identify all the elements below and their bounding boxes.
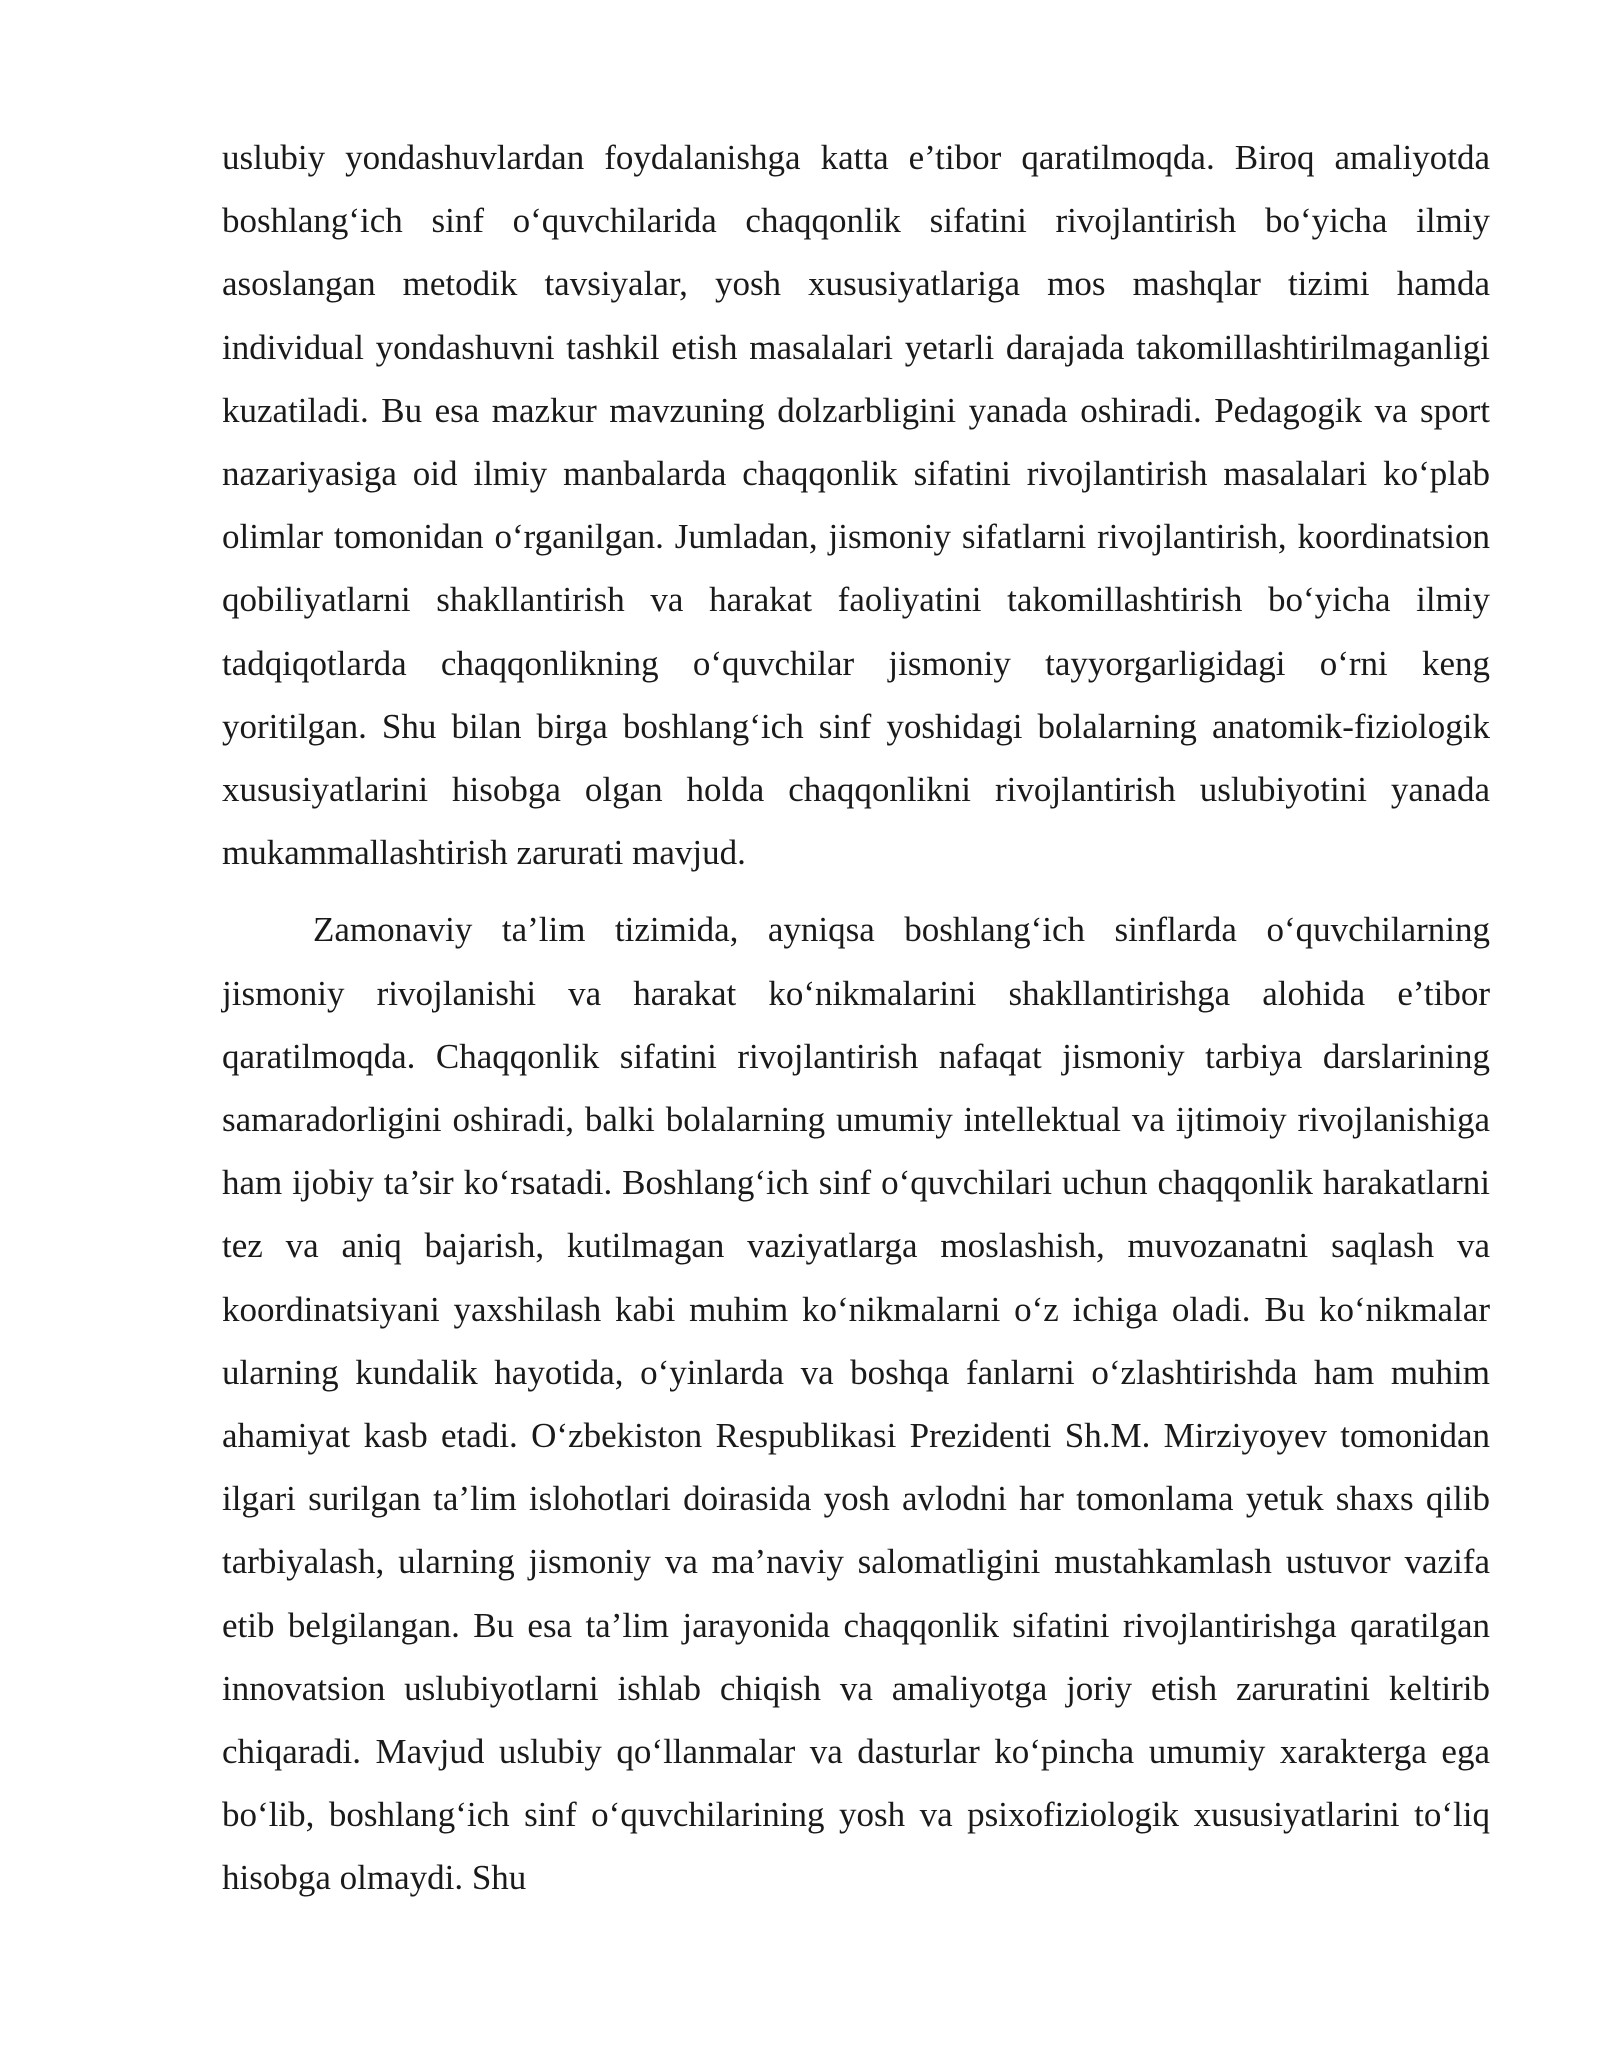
- paragraph-2: Zamonaviy ta’lim tizimida, ayniqsa boshlang‘ich sinflarda o‘quvchilarning jismoniy rivojlanishi va harakat ko‘nikmalarini shakllantirishga alohida e’tibor qaratilmoqda. Chaqqonlik sifatini rivojlantirish nafaqat jismoniy tarbiya darslarining samaradorligini oshiradi, balki bolalarning umumiy intellektual va ijtimoiy rivojlanishiga ham ijobiy ta’sir ko‘rsatadi. Boshlang‘ich sinf o‘quvchilari uchun chaqqonlik harakatlarni tez va aniq bajarish, kutilmagan vaziyatlarga moslashish, muvozanatni saqlash va koordinatsiyani yaxshilash kabi muhim ko‘nikmalarni o‘z ichiga oladi. Bu ko‘nikmalar ularning kundalik hayotida, o‘yinlarda va boshqa fanlarni o‘zlashtirishda ham muhim ahamiyat kasb etadi. O‘zbekiston Respublikasi Prezidenti Sh.M. Mirziyoyev tomonidan ilgari surilgan ta’lim islohotlari doirasida yosh avlodni har tomonlama yetuk shaxs qilib tarbiyalash, ularning jismoniy va ma’naviy salomatligini mustahkamlash ustuvor vazifa etib belgilangan. Bu esa ta’lim jarayonida chaqqonlik sifatini rivojlantirishga qaratilgan innovatsion uslubiyotlarni ishlab chiqish va amaliyotga joriy etish zaruratini keltirib chiqaradi. Mavjud uslubiy qo‘llanmalar va dasturlar ko‘pincha umumiy xarakterga ega bo‘lib, boshlang‘ich sinf o‘quvchilarining yosh va psixofiziologik xususiyatlarini to‘liq hisobga olmaydi. Shu: [222, 910, 1490, 1898]
- document-body: [222, 126, 1490, 1910]
- paragraph-1: uslubiy yondashuvlardan foydalanishga katta e’tibor qaratilmoqda. Biroq amaliyotda boshlang‘ich sinf o‘quvchilarida chaqqonlik sifatini rivojlantirish bo‘yicha ilmiy asoslangan metodik tavsiyalar, yosh xususiyatlariga mos mashqlar tizimi hamda individual yondashuvni tashkil etish masalalari yetarli darajada takomillashtirilmaganligi kuzatiladi. Bu esa mazkur mavzuning dolzarbligini yanada oshiradi. Pedagogik va sport nazariyasiga oid ilmiy manbalarda chaqqonlik sifatini rivojlantirish masalalari ko‘plab olimlar tomonidan o‘rganilgan. Jumladan, jismoniy sifatlarni rivojlantirish, koordinatsion qobiliyatlarni shakllantirish va harakat faoliyatini takomillashtirish bo‘yicha ilmiy tadqiqotlarda chaqqonlikning o‘quvchilar jismoniy tayyorgarligidagi o‘rni keng yoritilgan. Shu bilan birga boshlang‘ich sinf yoshidagi bolalarning anatomik-fiziologik xususiyatlarini hisobga olgan holda chaqqonlikni rivojlantirish uslubiyotini yanada mukammallashtirish zarurati mavjud.: [222, 138, 1490, 873]
